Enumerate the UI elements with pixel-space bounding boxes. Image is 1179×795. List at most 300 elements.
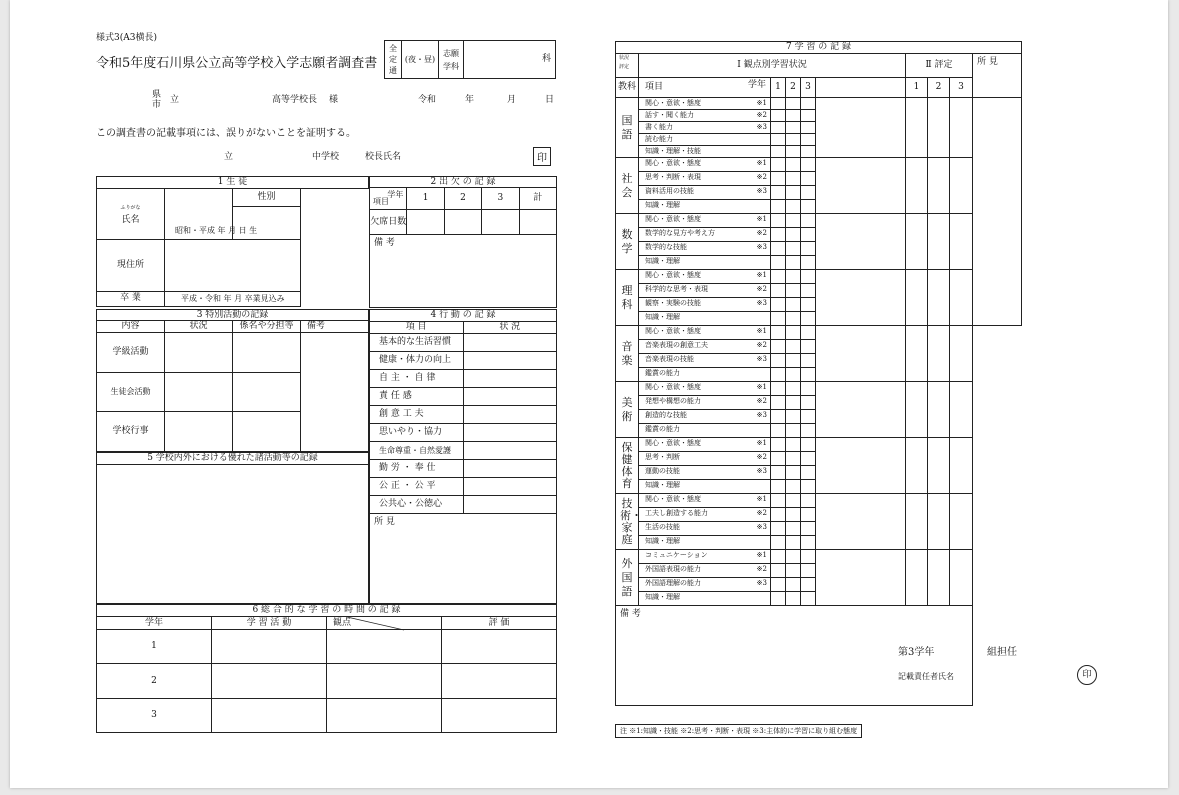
subject-name: 数学 [616,214,639,270]
name-label: ふりがな 氏名 [97,188,165,239]
viewpoint-grade-cell[interactable] [771,424,786,438]
special-events-status[interactable] [165,412,233,452]
learning-item-row [616,214,1022,228]
viewpoint-grade-cell[interactable] [771,550,786,564]
viewpoint-grade-cell[interactable] [771,270,786,284]
viewpoint-grade-cell[interactable] [771,368,786,382]
viewpoint-label: 観察・実験の技能 [645,299,701,307]
viewpoint-grade-cell[interactable] [771,522,786,536]
viewpoint-grade-cell[interactable] [801,368,816,382]
viewpoint-grade-cell[interactable] [771,256,786,270]
viewpoint-grade-cell[interactable] [801,214,816,228]
addr-sama: 様 [329,95,339,105]
grade3-label: 第3学年 [898,647,935,658]
viewpoint-grade-cell[interactable] [786,298,801,312]
viewpoint-label: 知識・理解 [645,313,680,321]
viewpoint-grade-cell[interactable] [801,284,816,298]
student-table [96,176,369,307]
viewpoint-grade-cell[interactable] [771,564,786,578]
viewpoint-grade-cell[interactable] [786,480,801,494]
viewpoint-mark: ※1 [756,99,767,107]
attendance-remarks[interactable]: 備 考 [370,235,557,308]
viewpoint-grade-cell[interactable] [801,312,816,326]
viewpoint-grade-cell[interactable] [771,110,786,122]
address-field[interactable] [165,239,301,291]
learning-remarks-header: 所 見 [973,54,1022,98]
viewpoint-grade-cell[interactable] [786,438,801,452]
viewpoint-label: コミュニケーション [645,551,708,559]
viewpoint-grade-cell[interactable] [801,578,816,592]
viewpoint-grade-cell[interactable] [771,592,786,606]
viewpoint-grade-cell[interactable] [801,522,816,536]
addr-pref: 県 [152,90,162,100]
viewpoint-grade-cell[interactable] [771,172,786,186]
behavior-item-9: 公 正 ・ 公 平 [370,478,464,496]
viewpoint-label: 科学的な思考・表現 [645,285,708,293]
integrated-eval-2[interactable] [442,664,557,698]
school-ritsu: 立 [224,152,234,162]
viewpoint-grade-cell[interactable] [786,186,801,200]
viewpoint-mark: ※3 [756,411,767,419]
viewpoint-grade-cell[interactable] [771,122,786,134]
viewpoint-grade-cell[interactable] [786,508,801,522]
rating-cell[interactable] [906,438,928,494]
viewpoint-grade-cell[interactable] [801,438,816,452]
behavior-item-1: 基本的な生活習慣 [370,334,464,352]
rating-cell[interactable] [928,438,950,494]
viewpoint-grade-cell[interactable] [771,382,786,396]
behavior-status-2[interactable] [463,352,557,370]
viewpoint-mark: ※2 [756,509,767,517]
viewpoint-item [639,564,771,578]
integrated-eval-1[interactable] [442,630,557,664]
viewpoint-grade-cell[interactable] [801,340,816,354]
attendance-table [369,176,557,308]
viewpoint-grade-cell[interactable] [801,270,816,284]
viewpoint-spacer [816,270,906,326]
rating-cell[interactable] [928,270,950,326]
learning-remarks-field[interactable] [973,98,1022,326]
viewpoint-label: 知識・理解 [645,537,680,545]
viewpoint-item [639,228,771,242]
viewpoint-grade-cell[interactable] [801,536,816,550]
behavior-status-10[interactable] [463,496,557,514]
rating-cell[interactable] [950,270,973,326]
viewpoint-grade-cell[interactable] [786,452,801,466]
viewpoint-grade-cell[interactable] [771,242,786,256]
viewpoint-label: 音楽表現の創意工夫 [645,341,708,349]
viewpoint-grade-cell[interactable] [771,284,786,298]
viewpoint-grade-cell[interactable] [771,98,786,110]
viewpoint-grade-cell[interactable] [771,134,786,146]
viewpoint-item [639,578,771,592]
viewpoint-grade-cell[interactable] [786,122,801,134]
viewpoint-label: 鑑賞の能力 [645,369,680,377]
rating-cell[interactable] [928,494,950,550]
behavior-status-3[interactable] [463,370,557,388]
viewpoint-grade-cell[interactable] [801,172,816,186]
viewpoint-grade-cell[interactable] [786,396,801,410]
viewpoint-label: 関心・意欲・態度 [645,159,701,167]
special-council-role[interactable] [233,372,301,412]
course-box [384,40,556,79]
viewpoint-spacer [816,494,906,550]
date-era: 令和 [418,95,437,105]
viewpoint-grade-cell[interactable] [786,382,801,396]
rating-cell[interactable] [928,98,950,158]
viewpoint-grade-cell[interactable] [786,326,801,340]
integrated-col-viewpoint: 観点 [327,617,442,630]
subject-field[interactable]: 科 [464,41,556,79]
viewpoint-grade-cell[interactable] [801,200,816,214]
rating-cell[interactable] [950,214,973,270]
viewpoint-item [639,214,771,228]
viewpoint-grade-cell[interactable] [786,110,801,122]
special-class-role[interactable] [233,332,301,372]
viewpoint-item [639,134,771,146]
absence-1[interactable] [407,210,444,235]
student-section-title: 1 生 徒 [97,177,369,189]
viewpoint-grade-cell[interactable] [786,146,801,158]
viewpoint-grade-cell[interactable] [786,134,801,146]
viewpoint-label: 関心・意欲・態度 [645,215,701,223]
subject-name: 社会 [616,158,639,214]
viewpoint-grade-cell[interactable] [801,592,816,606]
viewpoint-label: 知識・理解 [645,593,680,601]
learning-item-row [616,494,1022,508]
behavior-item-2: 健康・体力の向上 [370,352,464,370]
integrated-eval-3[interactable] [442,698,557,732]
viewpoint-grade-cell[interactable] [801,424,816,438]
viewpoint-grade-cell[interactable] [786,578,801,592]
viewpoint-item [639,326,771,340]
remarks-outside-blank [973,550,1022,606]
viewpoint-grade-cell[interactable] [771,228,786,242]
principal-name-label: 校長氏名 [365,152,402,162]
subject-name: 外国語 [616,550,639,606]
viewpoint-grade-cell[interactable] [801,186,816,200]
rating-cell[interactable] [906,382,928,438]
viewpoint-grade-cell[interactable] [801,298,816,312]
viewpoint-grade-cell[interactable] [771,326,786,340]
viewpoint-grade-cell[interactable] [786,354,801,368]
integrated-viewpoint-3[interactable] [327,698,442,732]
section-i-header: Ⅰ 観点別学習状況 [639,54,906,78]
viewpoint-grade-cell[interactable] [786,494,801,508]
viewpoint-mark: ※2 [756,111,767,119]
viewpoint-label: 数学的な見方や考え方 [645,229,715,237]
rating-cell[interactable] [950,382,973,438]
grade-header-spacer [816,78,906,98]
viewpoint-grade-cell[interactable] [771,396,786,410]
integrated-study-table [96,604,557,733]
viewpoint-grade-cell[interactable] [801,326,816,340]
viewpoint-grade-cell[interactable] [801,354,816,368]
viewpoint-grade-cell[interactable] [771,466,786,480]
integrated-activity-3[interactable] [212,698,327,732]
viewpoint-mark: ※2 [756,565,767,573]
behavior-status-7[interactable] [463,442,557,460]
rating-cell[interactable] [928,326,950,382]
viewpoint-grade-cell[interactable] [801,134,816,146]
special-row-events: 学校行事 [97,412,165,452]
viewpoint-item [639,146,771,158]
integrated-activity-1[interactable] [212,630,327,664]
integrated-col-grade: 学年 [97,617,212,630]
viewpoint-grade-cell[interactable] [771,146,786,158]
viewpoint-grade-cell[interactable] [801,508,816,522]
viewpoint-grade-cell[interactable] [801,480,816,494]
viewpoint-spacer [816,326,906,382]
viewpoint-grade-cell[interactable] [786,536,801,550]
rating-cell[interactable] [928,158,950,214]
viewpoint-grade-cell[interactable] [801,396,816,410]
grade-header-1: 1 [771,78,786,98]
rating-header-2: 2 [928,78,950,98]
viewpoint-grade-cell[interactable] [801,110,816,122]
viewpoint-grade-cell[interactable] [771,438,786,452]
att-col-total: 計 [519,188,556,210]
viewpoint-grade-cell[interactable] [786,410,801,424]
viewpoint-grade-cell[interactable] [786,98,801,110]
viewpoint-grade-cell[interactable] [771,158,786,172]
gender-label: 性別 [233,188,301,206]
viewpoint-grade-cell[interactable] [801,564,816,578]
special-council-status[interactable] [165,372,233,412]
viewpoint-grade-cell[interactable] [771,312,786,326]
rating-cell[interactable] [928,214,950,270]
behavior-table [369,309,557,604]
viewpoint-grade-cell[interactable] [801,146,816,158]
viewpoint-grade-cell[interactable] [801,256,816,270]
viewpoint-grade-cell[interactable] [771,354,786,368]
learning-item-row [616,98,1022,110]
att-col-3: 3 [482,188,519,210]
special-class-status[interactable] [165,332,233,372]
rating-cell[interactable] [928,550,950,606]
viewpoint-grade-cell[interactable] [786,424,801,438]
integrated-viewpoint-1[interactable] [327,630,442,664]
rating-cell[interactable] [950,158,973,214]
viewpoint-grade-cell[interactable] [801,466,816,480]
recorder-label: 記載責任者氏名 [898,672,954,681]
viewpoint-grade-cell[interactable] [786,312,801,326]
viewpoint-grade-cell[interactable] [801,98,816,110]
viewpoint-grade-cell[interactable] [786,200,801,214]
special-row-council: 生徒会活動 [97,372,165,412]
viewpoint-grade-cell[interactable] [801,550,816,564]
integrated-viewpoint-2[interactable] [327,664,442,698]
viewpoint-grade-cell[interactable] [801,242,816,256]
special-events-role[interactable] [233,412,301,452]
viewpoint-item [639,382,771,396]
viewpoint-grade-cell[interactable] [801,494,816,508]
activities-field[interactable] [97,465,369,604]
rating-cell[interactable] [928,382,950,438]
integrated-section-title: 6 総 合 的 な 学 習 の 時 間 の 記 録 [97,605,557,617]
viewpoint-grade-cell[interactable] [786,270,801,284]
rating-cell[interactable] [950,438,973,494]
behavior-item-10: 公共心・公徳心 [370,496,464,514]
rating-cell[interactable] [950,494,973,550]
viewpoint-grade-cell[interactable] [771,508,786,522]
behavior-status-1[interactable] [463,334,557,352]
viewpoint-item [639,522,771,536]
viewpoint-item [639,410,771,424]
rating-cell[interactable] [950,98,973,158]
footnote: 注 ※1:知識・技能 ※2:思考・判断・表現 ※3:主体的に学習に取り組む態度 [615,724,862,738]
birth-date-field[interactable]: 昭和・平成 年 月 日 生 [165,188,233,239]
special-col-remarks: 備考 [301,321,369,332]
viewpoint-mark: ※2 [756,453,767,461]
viewpoint-grade-cell[interactable] [786,592,801,606]
viewpoint-mark: ※3 [756,243,767,251]
viewpoint-mark: ※3 [756,299,767,307]
learning-bottom-remarks[interactable]: 備 考 [616,606,973,706]
viewpoint-grade-cell[interactable] [771,536,786,550]
viewpoint-grade-cell[interactable] [786,564,801,578]
grade-item-corner: 学年 項目 [370,188,407,210]
viewpoint-mark: ※3 [756,123,767,131]
behavior-status-6[interactable] [463,424,557,442]
viewpoint-spacer [816,382,906,438]
absence-2[interactable] [444,210,481,235]
viewpoint-label: 関心・意欲・態度 [645,271,701,279]
rating-cell[interactable] [906,326,928,382]
viewpoint-item [639,438,771,452]
rating-cell[interactable] [906,214,928,270]
viewpoint-label: 運動の技能 [645,467,680,475]
certification-text: この調査書の記載事項には、誤りがないことを証明する。 [96,128,356,139]
behavior-status-5[interactable] [463,406,557,424]
viewpoint-grade-cell[interactable] [786,214,801,228]
viewpoint-grade-cell[interactable] [771,340,786,354]
behavior-status-4[interactable] [463,388,557,406]
learning-item-row [616,326,1022,340]
behavior-status-8[interactable] [463,460,557,478]
viewpoint-mark: ※2 [756,397,767,405]
special-row-class: 学級活動 [97,332,165,372]
viewpoint-grade-cell[interactable] [786,284,801,298]
viewpoint-grade-cell[interactable] [786,172,801,186]
viewpoint-label: 生活の技能 [645,523,680,531]
viewpoint-grade-cell[interactable] [801,382,816,396]
viewpoint-grade-cell[interactable] [786,228,801,242]
address-label: 現住所 [97,239,165,291]
viewpoint-grade-cell[interactable] [786,340,801,354]
rating-cell[interactable] [906,494,928,550]
viewpoint-grade-cell[interactable] [786,256,801,270]
rating-cell[interactable] [906,270,928,326]
grade-header-2: 2 [786,78,801,98]
viewpoint-grade-cell[interactable] [801,228,816,242]
viewpoint-label: 話す・聞く能力 [645,111,694,119]
viewpoint-mark: ※1 [756,439,767,447]
remarks-outside-blank [973,494,1022,550]
viewpoint-grade-cell[interactable] [786,158,801,172]
viewpoint-mark: ※1 [756,327,767,335]
apply-dept: 志願 学科 [439,41,464,79]
viewpoint-grade-cell[interactable] [771,452,786,466]
viewpoint-item [639,508,771,522]
viewpoint-grade-cell[interactable] [771,480,786,494]
viewpoint-label: 読む能力 [645,135,673,143]
viewpoint-label: 知識・理解 [645,201,680,209]
rating-header-3: 3 [950,78,973,98]
subject-name: 技術・家庭 [616,494,639,550]
grade-header-3: 3 [801,78,816,98]
viewpoint-grade-cell[interactable] [771,578,786,592]
integrated-row-1: 1 [97,630,212,664]
special-activities-table [96,309,369,452]
viewpoint-grade-cell[interactable] [786,466,801,480]
viewpoint-grade-cell[interactable] [771,200,786,214]
viewpoint-label: 関心・意欲・態度 [645,327,701,335]
viewpoint-grade-cell[interactable] [786,368,801,382]
viewpoint-grade-cell[interactable] [786,550,801,564]
viewpoint-item [639,536,771,550]
viewpoint-item [639,172,771,186]
viewpoint-grade-cell[interactable] [786,522,801,536]
viewpoint-grade-cell[interactable] [771,214,786,228]
viewpoint-item [639,550,771,564]
integrated-row-2: 2 [97,664,212,698]
special-remarks[interactable] [301,332,369,451]
viewpoint-grade-cell[interactable] [771,298,786,312]
viewpoint-grade-cell[interactable] [801,452,816,466]
rating-cell[interactable] [906,550,928,606]
behavior-item-6: 思いやり・協力 [370,424,464,442]
viewpoint-item [639,256,771,270]
viewpoint-spacer [816,98,906,158]
viewpoint-item [639,466,771,480]
viewpoint-item [639,592,771,606]
behavior-remarks[interactable]: 所 見 [370,514,557,604]
absence-total[interactable] [519,210,556,235]
integrated-activity-2[interactable] [212,664,327,698]
viewpoint-grade-cell[interactable] [801,122,816,134]
viewpoint-label: 思考・判断・表現 [645,173,701,181]
integrated-col-eval: 評 価 [442,617,557,630]
behavior-item-7: 生命尊重・自然愛護 [370,442,464,460]
learning-item-row [616,270,1022,284]
viewpoint-mark: ※2 [756,173,767,181]
viewpoint-label: 知識・理解・技能 [645,147,701,155]
viewpoint-label: 書く能力 [645,123,673,131]
rating-cell[interactable] [906,98,928,158]
att-col-1: 1 [407,188,444,210]
rating-cell[interactable] [950,326,973,382]
item-grade-header: 項目 学年 [639,78,771,98]
viewpoint-spacer [816,214,906,270]
viewpoint-spacer [816,438,906,494]
behavior-status-9[interactable] [463,478,557,496]
viewpoint-grade-cell[interactable] [801,410,816,424]
rating-cell[interactable] [906,158,928,214]
viewpoint-item [639,98,771,110]
form-number: 様式3(A3横長) [96,33,157,43]
viewpoint-grade-cell[interactable] [771,494,786,508]
rating-cell[interactable] [950,550,973,606]
viewpoint-mark: ※1 [756,271,767,279]
viewpoint-grade-cell[interactable] [786,242,801,256]
viewpoint-grade-cell[interactable] [801,158,816,172]
viewpoint-item [639,424,771,438]
graduation-field[interactable]: 平成・令和 年 月 卒業見込み [165,291,301,306]
absence-3[interactable] [482,210,519,235]
viewpoint-grade-cell[interactable] [771,410,786,424]
viewpoint-grade-cell[interactable] [771,186,786,200]
